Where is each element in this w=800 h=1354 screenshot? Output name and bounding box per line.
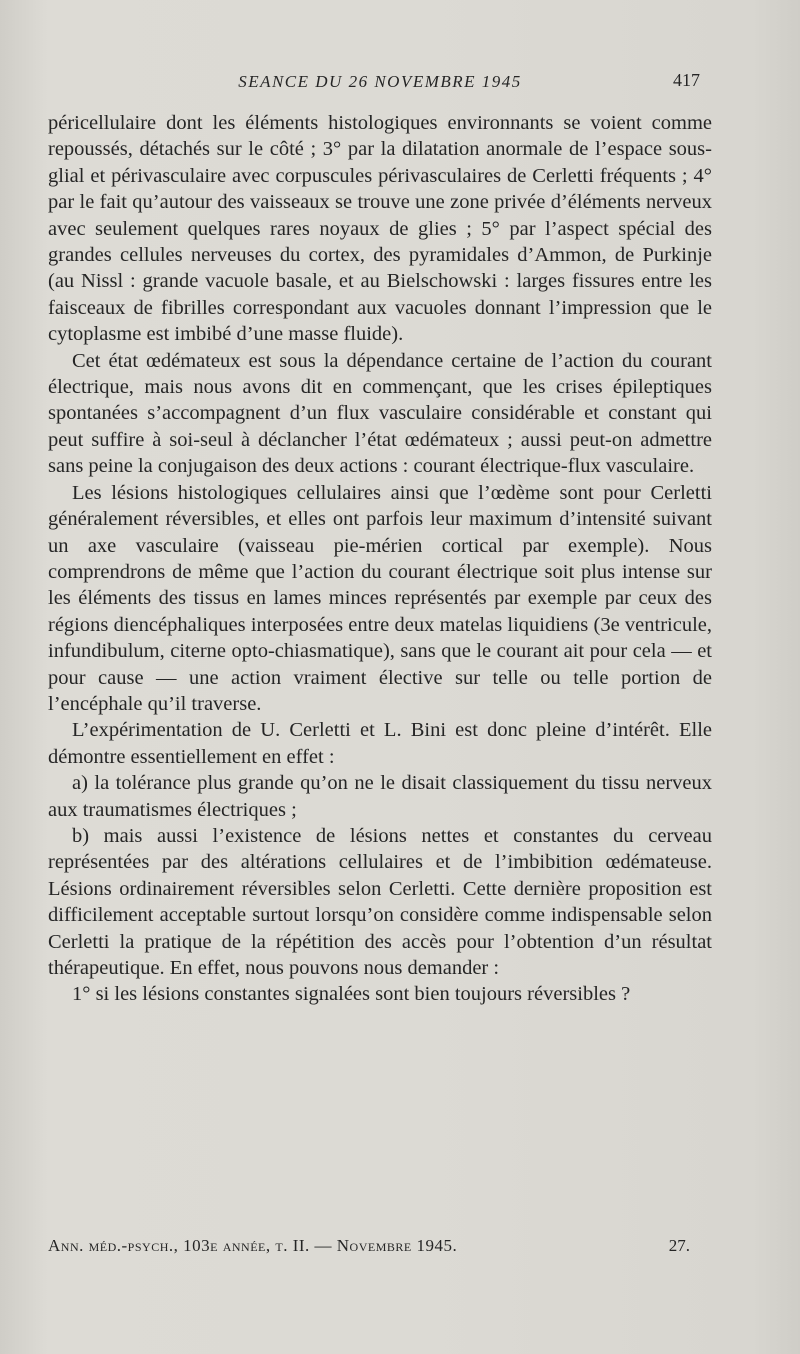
page-footer xyxy=(48,1236,712,1262)
paragraph-edema: Cet état œdémateux est sous la dépendance certaine de l’action du courant électrique, mais nous avons dit en commençant, que les crises épileptiques spontanées s’accompagnent d’un flux vasculaire considérable et constant qui peut suffire à soi-seul à déclancher l’état œdémateux ; aussi peut-on admettre sans peine la conjugaison des deux actions : courant électrique-flux vasculaire. xyxy=(48,349,712,478)
running-head xyxy=(50,70,710,100)
list-item-b: b) mais aussi l’existence de lésions nettes et constantes du cerveau représentées par des altérations cellulaires et de l’imbibition œdémateuse. Lésions ordinairement réversibles selon Cerletti. Cette dernière proposition est difficilement acceptable surtout lorsqu’on considère comme indispensable selon Cerletti la pratique de la répétition des accès pour l’obtention d’un résultat thérapeutique. En effet, nous pouvons nous demander : xyxy=(48,824,712,979)
page-number: 417 xyxy=(673,70,700,90)
body-text xyxy=(48,110,712,1008)
list-item-1: 1° si les lésions constantes signalées sont bien toujours réversibles ? xyxy=(72,983,631,1006)
list-item-a: a) la tolérance plus grande qu’on ne le disait classiquement du tissu nerveux aux traumatismes électriques ; xyxy=(48,772,712,821)
paragraph-experimentation: L’expérimentation de U. Cerletti et L. Bini est donc pleine d’intérêt. Elle démontre essentiellement en effet : xyxy=(48,719,712,768)
journal-reference: Ann. méd.-psych., 103e année, t. II. — Novembre 1945. xyxy=(48,1236,458,1255)
paragraph-continuation: péricellulaire dont les éléments histologiques environnants se voient comme repoussés, détachés sur le côté ; 3° par la dilatation anormale de l’espace sous-glial et périvasculaire avec corpuscules périvasculaires de Cerletti fréquents ; 4° par le fait qu’autour des vaisseaux se trouve une zone privée d’éléments nerveux avec seulement quelques rares noyaux de glies ; 5° par l’aspect spécial des grandes cellules nerveuses du cortex, des pyramidales d’Ammon, de Purkinje (au Nissl : grande vacuole basale, et au Bielschowski : larges fissures entre les faisceaux de fibrilles correspondant aux vacuoles donnant l’impression que le cytoplasme est imbibé d’une masse fluide). xyxy=(48,112,712,346)
signature-mark: 27. xyxy=(668,1236,690,1255)
paragraph-lesions: Les lésions histologiques cellulaires ainsi que l’œdème sont pour Cerletti généralement réversibles, et elles ont parfois leur maximum d’intensité suivant un axe vasculaire (vaisseau pie-mérien cortical par exemple). Nous comprendrons de même que l’action du courant électrique soit plus intense sur les éléments des tissus en lames minces représentés par exemple par ceux des régions diencéphaliques interposées entre deux matelas liquidiens (3e ventricule, infundibulum, citerne opto-chiasmatique), sans que le courant ait pour cela — et pour cause — une action vraiment élective sur telle ou telle portion de l’encéphale qu’il traverse. xyxy=(48,481,712,715)
running-title: SEANCE DU 26 NOVEMBRE 1945 xyxy=(238,72,522,91)
